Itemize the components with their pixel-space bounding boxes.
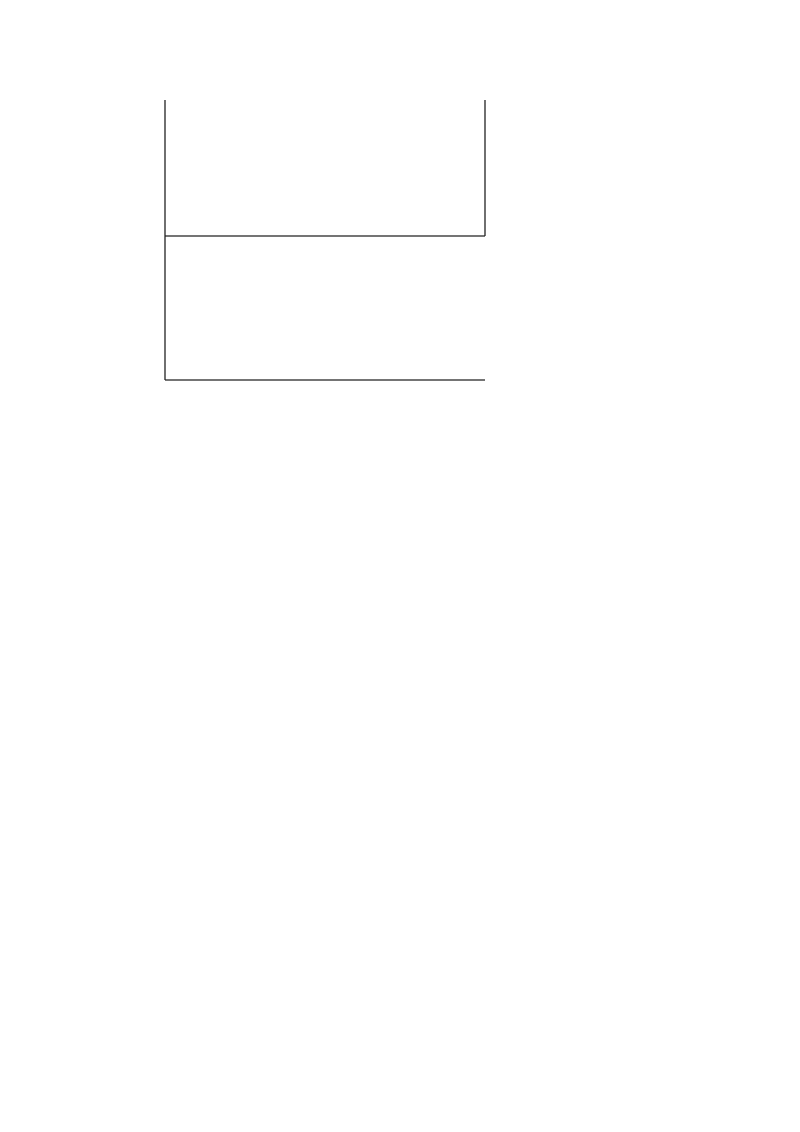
ph-chart: [165, 100, 485, 236]
pressure-chart: [165, 236, 485, 380]
titration-figure: [0, 0, 800, 400]
